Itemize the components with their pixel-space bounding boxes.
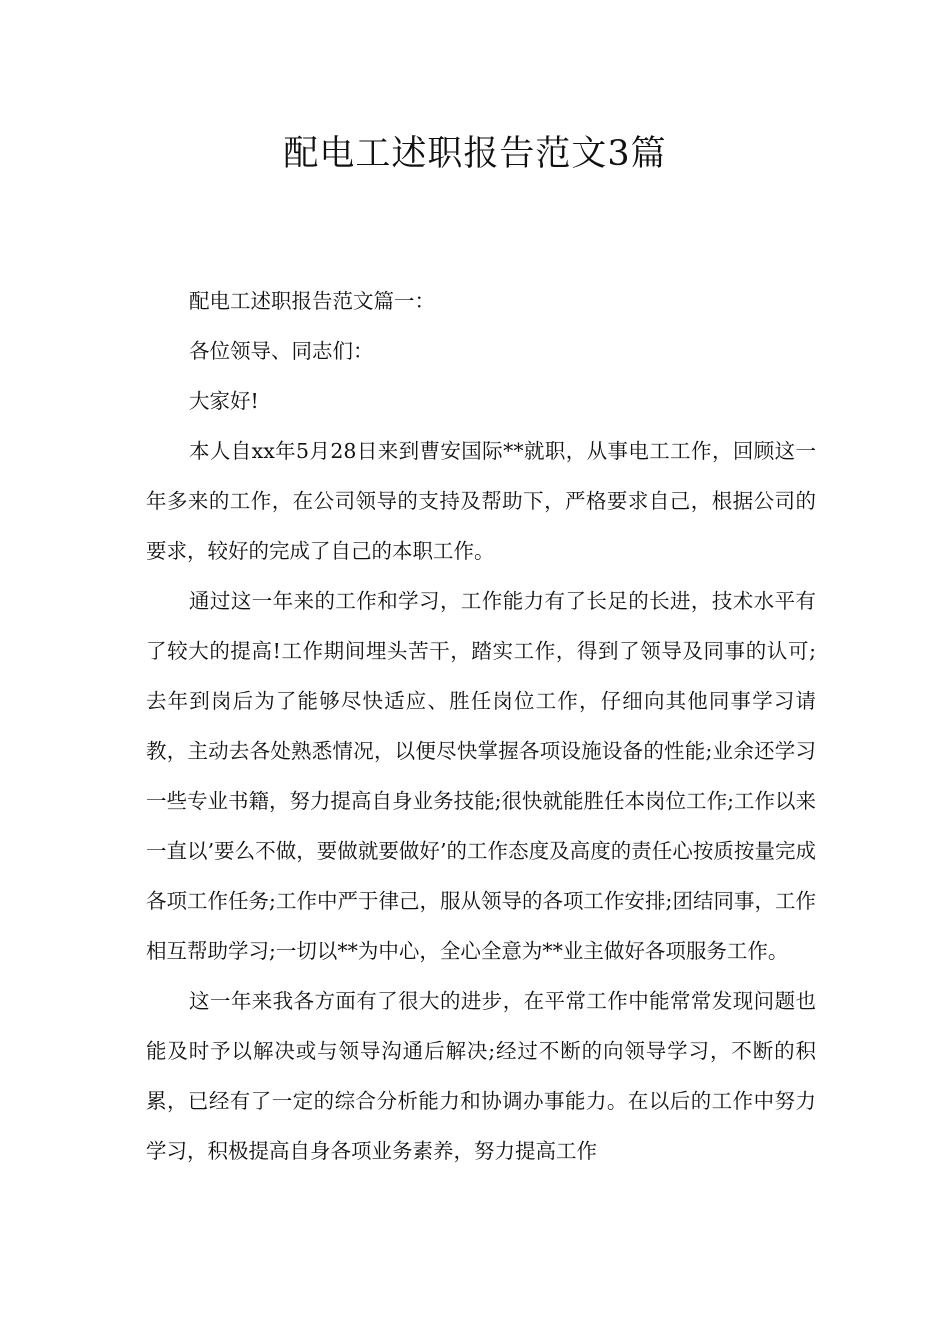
body-paragraph: 这一年来我各方面有了很大的进步，在平常工作中能常常发现问题也能及时予以解决或与领导沟通后解决;经过不断的向领导学习，不断的积累，已经有了一定的综合分析能力和协调办事能力。在以后的工作中努力学习，积极提高自身各项业务素养，努力提高工作 <box>146 989 816 1163</box>
document-title: 配电工述职报告范文3篇 <box>283 134 667 174</box>
document-body <box>146 276 816 1176</box>
salutation: 各位领导、同志们： <box>189 339 374 363</box>
body-paragraph: 通过这一年来的工作和学习，工作能力有了长足的长进，技术水平有了较大的提高!工作期间埋头苦干，踏实工作，得到了领导及同事的认可;去年到岗后为了能够尽快适应、胜任岗位工作，仔细向其他同事学习请教，主动去各处熟悉情况，以便尽快掌握各项设施设备的性能;业余还学习一些专业书籍，努力提高自身业务技能;很快就能胜任本岗位工作;工作以来一直以’要么不做，要做就要做好’的工作态度及高度的责任心按质按量完成各项工作任务;工作中严于律己，服从领导的各项工作安排;团结同事，工作相互帮助学习;一切以**为中心，全心全意为**业主做好各项服务工作。 <box>146 589 816 963</box>
section-heading: 配电工述职报告范文篇一： <box>189 289 435 313</box>
greeting: 大家好! <box>189 389 259 413</box>
body-paragraph: 本人自xx年5月28日来到曹安国际**就职，从事电工工作，回顾这一年多来的工作，在公司领导的支持及帮助下，严格要求自己，根据公司的要求，较好的完成了自己的本职工作。 <box>146 439 816 563</box>
